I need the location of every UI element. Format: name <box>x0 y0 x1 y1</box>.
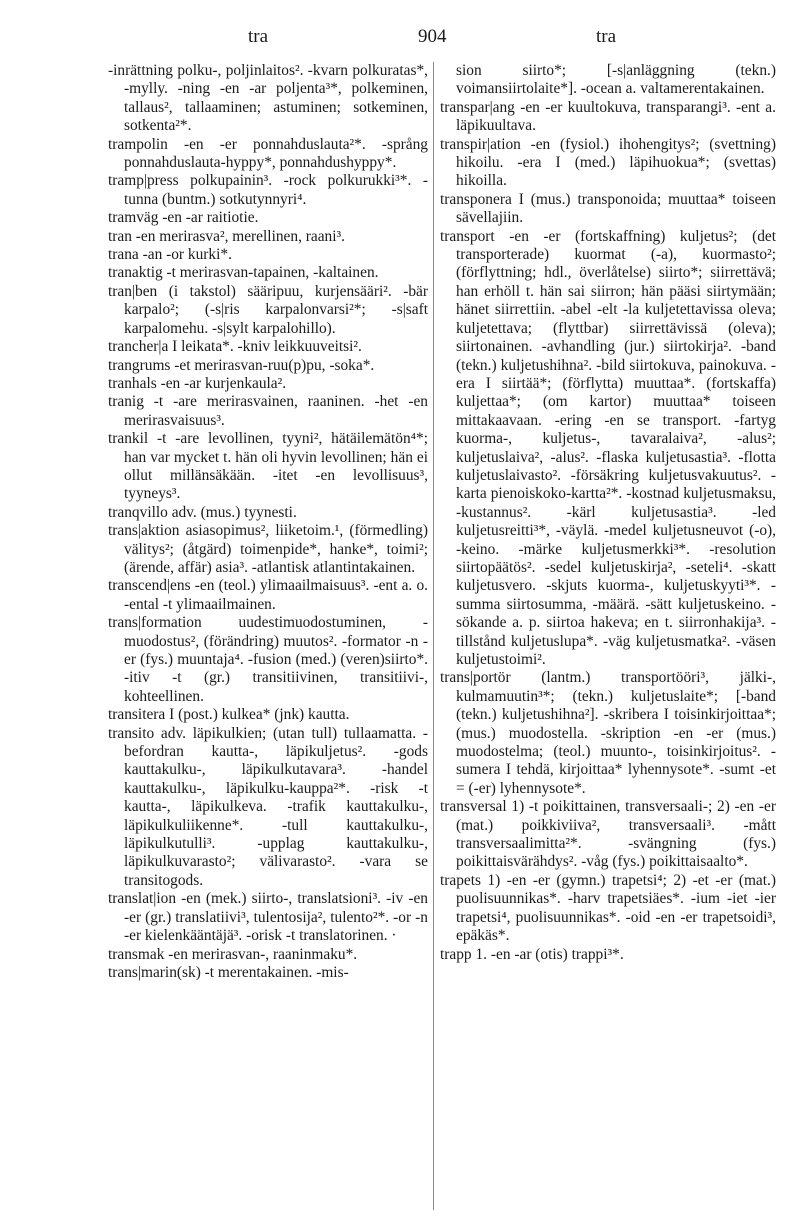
entry: trans|marin(sk) -t merentakainen. -mis- <box>108 963 349 981</box>
entry: transponera I (mus.) transponoida; muuttaa* toiseen sävellajiin. <box>440 190 776 227</box>
entry: trana -an -or kurki*. <box>108 246 232 264</box>
entry: transport -en -er (fortskaffning) kuljetus²; (det transporterade) kuormat (-a), kuormasto²; (förflyttning; hdl., överlåtelse) siirto*; siirrettävä; han erhöll t. hän sai siirron; hän pääsi siirtymään; hänet siirrettiin. -abel -elt -la kuljetettavissa oleva; kuljetettava; (flyttbar) siirrettävissä (oleva); siirtonainen. -avhandling (jur.) siirtokirja². -band (tekn.) kuljetushihna². -bild siirtokuva, painokuva. -era I siirtää*; (förflytta) muuttaa*. (fortskaffa) kuljettaa*; (om kartor) muuttaa* toiseen mittakaavaan. -ering -en se transport. -fartyg kuorma-, kuljetus-, tavaralaiva², -alus²; kuljetuslaiva², -alus². -flaska kuljetusastia³. -flotta kuljetuslaivasto². -försäkring kuljetusvakuutus². -karta pienoiskoko-kartta²*. -kostnad kuljetusmaksu, -kustannus². -kärl kuljetusastia³. -led kuljetusreitti³*, -väylä. -medel kuljetusneuvot (-o), -keino. -märke kuljetusmerkki³*. -resolution siirtopäätös². -sedel kuljetuskirja², -seteli⁴. -skatt kuljetusvero. -skjuts kuorma-, kuljetuskyyti³*. -summa siirtosumma, -määrä. -sätt kuljetuskeino. -sökande a. p. siirtoa hakeva; en t. siirronhakija³. -tillstånd kuljetuslupa*. -väg kuljetusmatka². -väsen kuljetustoimi². <box>440 227 776 668</box>
entry: trans|portör (lantm.) transportööri³, jälki-, kulmamuutin³*; (tekn.) kuljetuslaite*; [-band (tekn.) kuljetushihna²]. -skribera I toisinkirjoittaa*; (mus.) muodostella. -skription -en -er (mus.) muodostelma; (teol.) muunto-, toisinkirjoitus². -sumera I tehdä, kirjoittaa* lyhennysote*. -sumt -et = (-er) lyhennysote*. <box>440 669 776 797</box>
left-running-headword: tra <box>248 26 269 47</box>
entry: tranaktig -t merirasvan-tapainen, -kaltainen. <box>108 264 379 282</box>
entry: tranig -t -are merirasvainen, raaninen. -het -en merirasvaisuus³. <box>108 393 428 429</box>
entry: translat|ion -en (mek.) siirto-, translatsioni³. -iv -en -er (gr.) translatiivi³, tulentosija², tulento²*. -or -n -er kielenkääntäjä³. -orisk -t translatorinen. · <box>108 890 428 945</box>
page-number: 904 <box>418 26 447 47</box>
entry: trampolin -en -er ponnahduslauta²*. -språng ponnahduslauta-hyppy*, ponnahdushyppy*. <box>108 135 428 172</box>
left-column <box>108 62 428 982</box>
entry: trapets 1) -en -er (gymn.) trapetsi⁴; 2) -et -er (mat.) puolisuunnikas*. -harv trapetsiäes*. -ium -iet -ier trapetsi⁴, puolisuunnikas*. -oid -en -er trapetsoidi³, epäkäs*. <box>440 871 776 945</box>
entry: transcend|ens -en (teol.) ylimaailmaisuus³. -ent a. o. -ental -t ylimaailmainen. <box>108 577 428 613</box>
entry: transmak -en merirasvan-, raaninmaku*. <box>108 945 358 963</box>
entry: trans|aktion asiasopimus², liiketoim.¹, (förmedling) välitys²; (åtgärd) toimenpide*, hanke*, toimi²; (ärende, affär) asia³. -atlantisk atlantintakainen. <box>108 522 428 576</box>
entry: tranhals -en -ar kurjenkaula². <box>108 374 287 392</box>
entry: trans|formation uudestimuodostuminen, -muodostus², (förändring) muutos². -formator -n -er (fys.) muuntaja⁴. -fusion (med.) (veren)siirto*. -itiv -t (gr.) transitiivinen, transitiivi-, kohteellinen. <box>108 614 428 705</box>
column-divider <box>433 62 434 1210</box>
entry: trangrums -et merirasvan-ruu(p)pu, -soka*. <box>108 356 375 374</box>
entry: transito adv. läpikulkien; (utan tull) tullaamatta. -befordran kautta-, läpikuljetus². -gods kauttakulku-, läpikulkutavara³. -handel kauttakulku-, läpikulku-kauppa²*. -risk -t kautta-, läpikulkeva. -trafik kauttakulku-, läpikulkuliikenne*. -tull kauttakulku-, läpikulkutulli³. -upplag kauttakulku-, läpikulkuvarasto²; välivarasto². -vara se transitogods. <box>108 724 428 889</box>
entry: tran -en merirasva², merellinen, raani³. <box>108 227 345 245</box>
entry: transpar|ang -en -er kuultokuva, transparangi³. -ent a. läpikuultava. <box>440 98 776 135</box>
page-header <box>0 26 800 56</box>
entry: tramväg -en -ar raitiotie. <box>108 209 259 227</box>
entry: transitera I (post.) kulkea* (jnk) kautta. <box>108 706 350 724</box>
entry: tran|ben (i takstol) sääripuu, kurjensääri². -bär karpalo²; (-s|ris karpalonvarsi²*; -s|saft karpalomehu. -s|sylt karpalohillo). <box>108 282 428 337</box>
entry: transpir|ation -en (fysiol.) ihohengitys²; (svettning) hikoilu. -era I (med.) läpihuokua*; (svettas) hikoilla. <box>440 135 776 190</box>
right-running-headword: tra <box>596 26 617 47</box>
entry: tranqvillo adv. (mus.) tyynesti. <box>108 503 297 521</box>
entry: trankil -t -are levollinen, tyyni², hätäilemätön⁴*; han var mycket t. hän oli hyvin levollinen; hän ei ollut millänsäkään. -itet -en levollisuus³, tyyneys³. <box>108 430 428 503</box>
entry-continuation: sion siirto*; [-s|anläggning (tekn.) voimansiirtolaite*]. -ocean a. valtamerentakainen. <box>456 62 776 98</box>
entry: -inrättning polku-, poljinlaitos². -kvarn polkuratas*, -mylly. -ning -en -ar poljenta³*, polkeminen, tallaus², tallaaminen; astuminen; sotkeminen, sotkenta²*. <box>108 62 428 135</box>
entry: trapp 1. -en -ar (otis) trappi³*. <box>440 945 624 963</box>
entry: tramp|press polkupainin³. -rock polkurukki³*. -tunna (buntm.) sotkutynnyri⁴. <box>108 172 428 208</box>
right-column <box>440 62 776 964</box>
entry: trancher|a I leikata*. -kniv leikkuuveitsi². <box>108 338 362 356</box>
entry: transversal 1) -t poikittainen, transversaali-; 2) -en -er (mat.) poikkiviiva², transversaali³. -mått transversaalimitta²*. -svängning (fys.) poikittaisvärähdys². -våg (fys.) poikittaisaalto*. <box>440 798 776 871</box>
